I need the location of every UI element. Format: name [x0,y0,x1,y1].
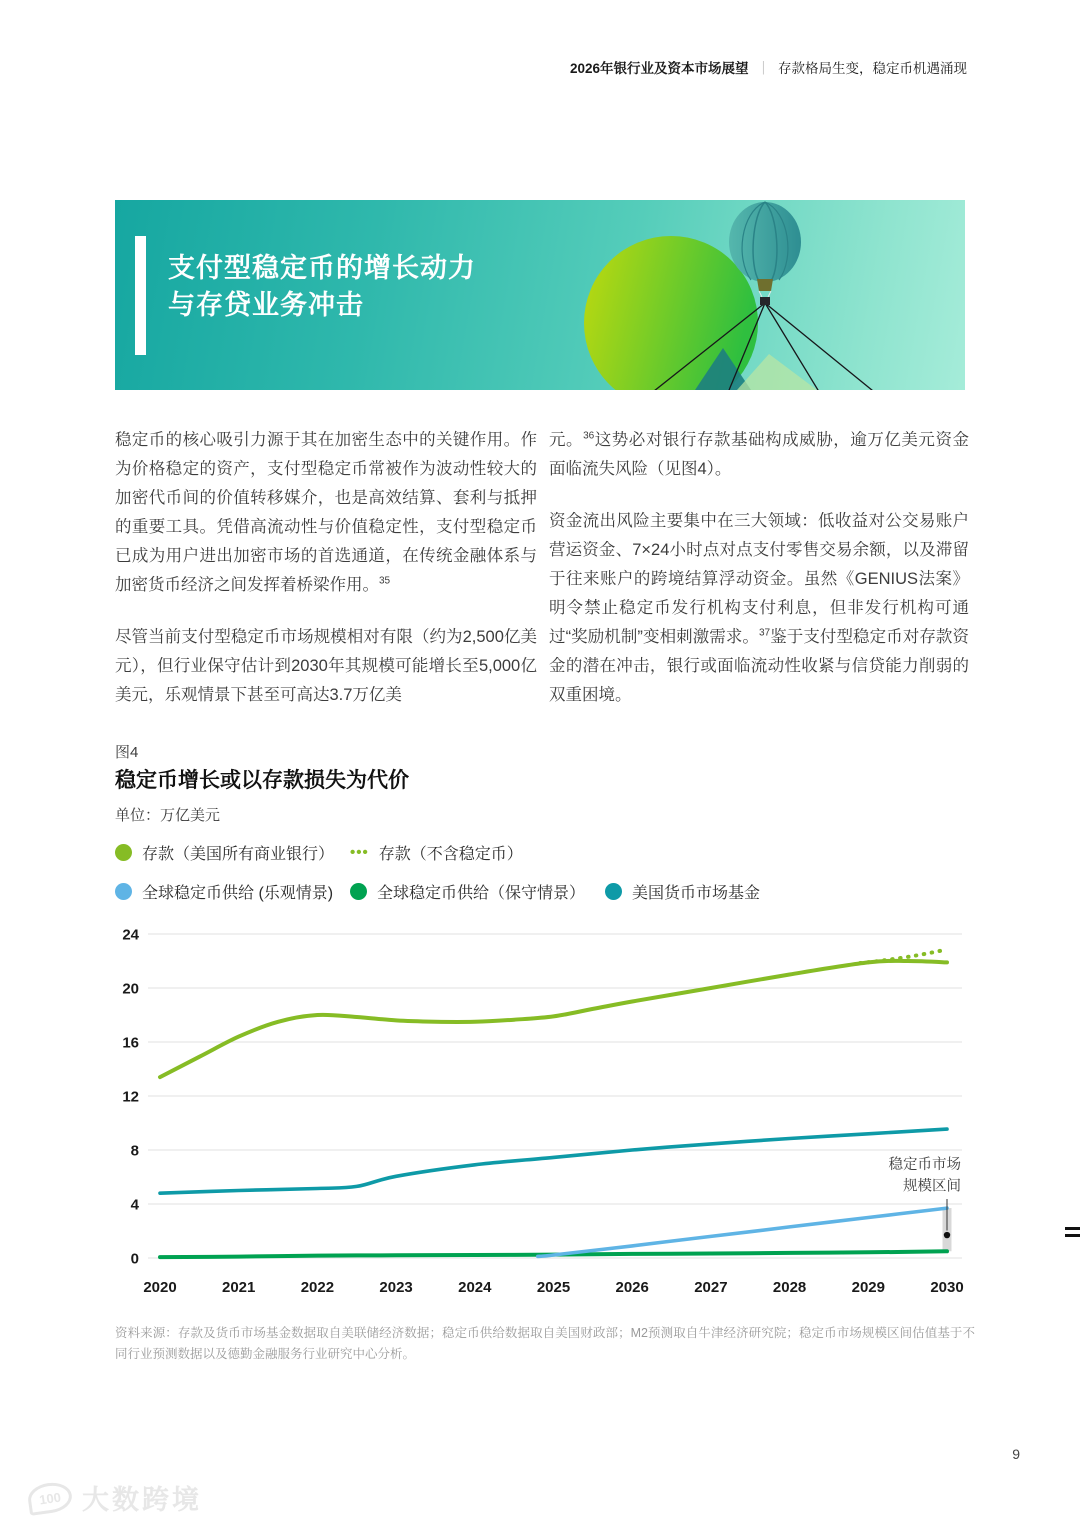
legend-row [115,841,965,864]
figure-unit: 单位：万亿美元 [115,807,221,824]
page-number: 9 [1012,1446,1020,1462]
svg-text:8: 8 [130,1142,139,1160]
report-title: 2026年银行业及资本市场展望 [569,61,749,76]
svg-text:2029: 2029 [851,1279,885,1296]
svg-text:20: 20 [122,980,139,998]
paragraph-text: 资金流出风险主要集中在三大领域：低收益对公交易账户营运资金、7×24小时点对点支付零售交易余额，以及滞留于往来账户的跨境结算浮动资金。虽然《GENIUS法案》明令禁止稳定币发行机构支付利息，但非发行机构可通过“奖励机制”变相刺激需求。 [549,512,969,646]
paragraph-text: 尽管当前支付型稳定币市场规模相对有限（约为2,500亿美元），但行业保守估计到2030年其规模可能增长至5,000亿美元，乐观情景下甚至可高达3.7万亿美 [115,628,537,704]
svg-text:规模区间: 规模区间 [903,1178,961,1195]
figure-label: 图4 [115,744,139,761]
legend-label: 存款（美国所有商业银行） [142,846,335,863]
svg-text:稳定币市场: 稳定币市场 [888,1157,961,1173]
svg-text:2023: 2023 [379,1279,413,1296]
svg-text:2026: 2026 [615,1279,649,1296]
paragraph-text: 元。 [549,431,584,449]
figure-title: 稳定币增长或以存款损失为代价 [115,769,409,792]
footnote-ref: 36 [583,430,595,442]
chart-canvas [115,923,965,1318]
svg-text:2028: 2028 [772,1279,807,1296]
svg-text:2027: 2027 [694,1279,728,1296]
watermark-text: 大数跨境 [82,1485,202,1515]
paragraph-text: 鉴于支付型稳定币对存款资金的潜在冲击，银行或面临流动性收紧与信贷能力削弱的双重困境。 [549,628,969,704]
svg-text:2025: 2025 [536,1279,571,1296]
page-edge-mark [1065,1227,1080,1241]
section-title-line2: 与存贷业务冲击 [168,290,364,320]
paragraph [115,426,537,600]
legend-dot-icon [115,844,132,861]
page-header [570,57,967,77]
svg-text:12: 12 [122,1088,139,1106]
svg-text:0: 0 [130,1250,139,1268]
legend-item-stablecoin-optimistic [115,880,350,903]
paragraph [115,623,537,710]
watermark-100-icon: 100 [26,1480,74,1516]
legend-dot-icon [115,883,132,900]
footnote-ref: 37 [759,627,771,639]
body-column-left [115,426,537,733]
legend-dot-icon [605,883,622,900]
legend-dot-icon [350,883,367,900]
svg-text:2030: 2030 [930,1279,964,1296]
legend-label: 全球稳定币供给（保守情景） [377,885,586,902]
legend-label: 存款（不含稳定币） [378,846,523,863]
paragraph-text: 稳定币的核心吸引力源于其在加密生态中的关键作用。作为价格稳定的资产，支付型稳定币常被作为波动性较大的加密代币间的价值转移媒介，也是高效结算、套利与抵押的重要工具。凭借高流动性与价值稳定性，支付型稳定币已成为用户进出加密市场的首选通道，在传统金融体系与加密货币经济之间发挥着桥梁作用。 [115,431,537,594]
paragraph [549,507,969,710]
legend-dotted-line-icon: ••• [350,844,369,861]
svg-text:2021: 2021 [222,1279,256,1296]
body-column-right [549,426,969,733]
svg-text:4: 4 [130,1196,139,1214]
legend-item-deposits [115,841,350,864]
paragraph-text: 这势必对银行存款基础构成威胁，逾万亿美元资金面临流失风险（见图4）。 [549,431,970,478]
watermark-logo [28,1478,202,1517]
line-chart [115,923,965,1318]
chart-legend [115,841,965,919]
banner-accent-bar [135,236,146,355]
section-title [168,250,476,324]
legend-item-deposits-ex-stablecoin [350,841,523,864]
legend-item-stablecoin-conservative [350,880,605,903]
banner-illustration [545,200,965,390]
legend-label: 美国货币市场基金 [632,885,761,902]
chapter-title: 存款格局生变，稳定币机遇涌现 [778,61,967,76]
svg-text:2022: 2022 [300,1279,335,1296]
section-banner [115,200,965,390]
source-note: 资料来源：存款及货币市场基金数据取自美联储经济数据；稳定币供给数据取自美国财政部；M2预测取自牛津经济研究院；稳定币市场规模区间估值基于不同行业预测数据以及德勤金融服务行业研究中心分析。 [115,1326,975,1361]
header-separator: ｜ [756,61,770,76]
svg-text:16: 16 [122,1034,139,1052]
svg-text:24: 24 [122,926,139,944]
footnote-ref: 35 [379,575,391,587]
legend-label: 全球稳定币供给 (乐观情景) [142,885,334,902]
section-title-line1: 支付型稳定币的增长动力 [168,253,476,283]
legend-row [115,880,965,903]
paragraph [549,426,969,484]
svg-text:2024: 2024 [458,1279,492,1296]
legend-item-money-market-funds [605,880,760,903]
svg-text:2020: 2020 [143,1279,177,1296]
